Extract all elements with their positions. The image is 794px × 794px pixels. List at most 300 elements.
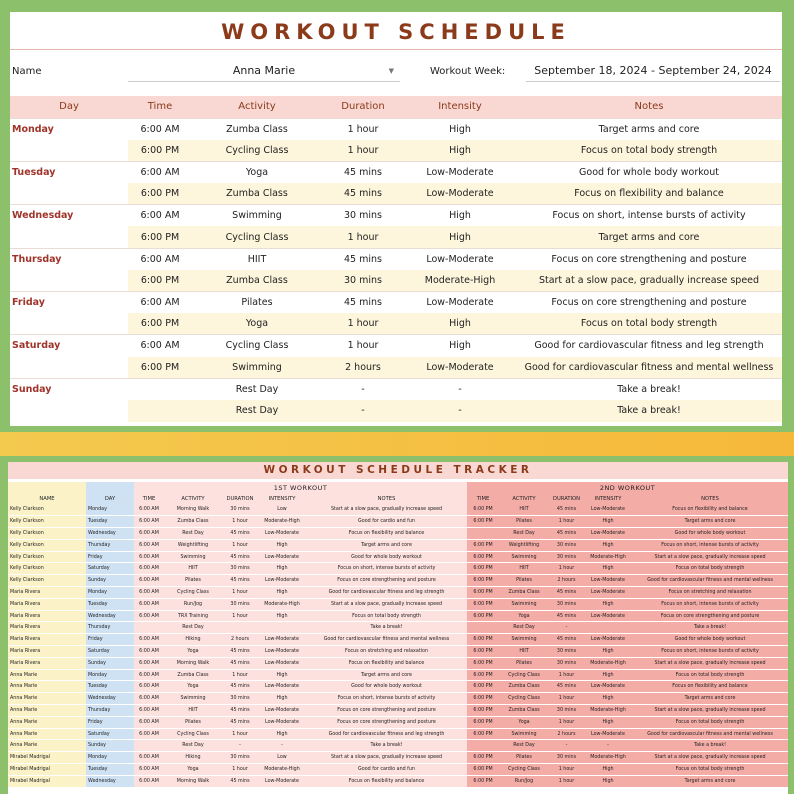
- tracker-cell-w1-time[interactable]: 6:00 AM: [134, 646, 164, 658]
- tracker-cell-w1-intensity[interactable]: High: [258, 728, 306, 740]
- schedule-cell-notes[interactable]: Focus on total body strength: [516, 140, 782, 162]
- tracker-cell-w1-activity[interactable]: TRX Training: [164, 610, 222, 622]
- tracker-cell-w2-activity[interactable]: Zumba Class: [499, 587, 549, 599]
- tracker-cell-w1-intensity[interactable]: High: [258, 693, 306, 705]
- tracker-cell-w2-notes[interactable]: Focus on short, intense bursts of activity: [632, 539, 788, 551]
- tracker-cell-w2-notes[interactable]: Focus on short, intense bursts of activity: [632, 646, 788, 658]
- tracker-cell-w2-activity[interactable]: HIIT: [499, 563, 549, 575]
- schedule-cell-activity[interactable]: Yoga: [192, 161, 322, 183]
- schedule-cell-activity[interactable]: Cycling Class: [192, 140, 322, 162]
- tracker-cell-w1-activity[interactable]: Pilates: [164, 716, 222, 728]
- tracker-cell-w2-time[interactable]: 6:00 PM: [467, 657, 499, 669]
- tracker-cell-w1-intensity[interactable]: Moderate-High: [258, 598, 306, 610]
- tracker-cell-w1-notes[interactable]: Good for cardiovascular fitness and mental wellness: [306, 634, 467, 646]
- schedule-cell-duration[interactable]: 1 hour: [322, 335, 404, 357]
- schedule-cell-time[interactable]: 6:00 PM: [128, 270, 192, 292]
- tracker-cell-name[interactable]: Kelly Clarkson: [8, 575, 86, 587]
- tracker-cell-w2-time[interactable]: 6:00 PM: [467, 752, 499, 764]
- tracker-cell-w1-duration[interactable]: 2 hours: [222, 634, 258, 646]
- name-select[interactable]: [128, 60, 400, 82]
- tracker-cell-w1-activity[interactable]: Yoga: [164, 646, 222, 658]
- tracker-cell-w2-activity[interactable]: Cycling Class: [499, 764, 549, 776]
- tracker-cell-name[interactable]: Mirabel Madrigal: [8, 764, 86, 776]
- tracker-cell-w1-intensity[interactable]: Low-Moderate: [258, 681, 306, 693]
- tracker-cell-w1-duration[interactable]: 1 hour: [222, 728, 258, 740]
- schedule-cell-duration[interactable]: 2 hours: [322, 357, 404, 379]
- tracker-cell-w1-notes[interactable]: Focus on stretching and relaxation: [306, 646, 467, 658]
- tracker-cell-w2-notes[interactable]: Good for whole body workout: [632, 528, 788, 540]
- tracker-cell-w1-duration[interactable]: 45 mins: [222, 575, 258, 587]
- tracker-cell-w2-duration[interactable]: 2 hours: [549, 728, 584, 740]
- tracker-cell-w1-notes[interactable]: Target arms and core: [306, 539, 467, 551]
- tracker-cell-w1-notes[interactable]: Focus on flexibility and balance: [306, 657, 467, 669]
- tracker-cell-w1-notes[interactable]: Focus on core strengthening and posture: [306, 705, 467, 717]
- tracker-cell-day[interactable]: Saturday: [86, 728, 134, 740]
- schedule-cell-intensity[interactable]: High: [404, 205, 516, 227]
- schedule-cell-activity[interactable]: Rest Day: [192, 378, 322, 400]
- tracker-cell-w1-intensity[interactable]: Low-Moderate: [258, 528, 306, 540]
- tracker-cell-day[interactable]: Monday: [86, 504, 134, 516]
- tracker-cell-w1-duration[interactable]: 30 mins: [222, 752, 258, 764]
- tracker-cell-w2-duration[interactable]: 45 mins: [549, 528, 584, 540]
- tracker-cell-w1-duration[interactable]: 45 mins: [222, 775, 258, 787]
- tracker-cell-w2-activity[interactable]: HIIT: [499, 646, 549, 658]
- schedule-cell-duration[interactable]: -: [322, 400, 404, 422]
- tracker-cell-w1-notes[interactable]: Focus on core strengthening and posture: [306, 716, 467, 728]
- tracker-cell-day[interactable]: Thursday: [86, 705, 134, 717]
- tracker-cell-w1-notes[interactable]: Start at a slow pace, gradually increase speed: [306, 598, 467, 610]
- tracker-cell-day[interactable]: Friday: [86, 634, 134, 646]
- tracker-cell-w2-time[interactable]: 6:00 PM: [467, 764, 499, 776]
- tracker-cell-w2-notes[interactable]: Good for cardiovascular fitness and mental wellness: [632, 728, 788, 740]
- tracker-cell-w2-time[interactable]: [467, 622, 499, 634]
- tracker-cell-w2-activity[interactable]: Swimming: [499, 728, 549, 740]
- tracker-cell-w2-intensity[interactable]: Low-Moderate: [584, 634, 632, 646]
- tracker-cell-w1-duration[interactable]: 1 hour: [222, 669, 258, 681]
- tracker-cell-name[interactable]: Kelly Clarkson: [8, 563, 86, 575]
- schedule-cell-duration[interactable]: 1 hour: [322, 118, 404, 140]
- schedule-cell-time[interactable]: 6:00 AM: [128, 335, 192, 357]
- tracker-cell-w1-notes[interactable]: Good for whole body workout: [306, 551, 467, 563]
- tracker-cell-w1-intensity[interactable]: High: [258, 539, 306, 551]
- tracker-cell-w2-activity[interactable]: Swimming: [499, 551, 549, 563]
- schedule-cell-time[interactable]: 6:00 AM: [128, 292, 192, 314]
- tracker-cell-day[interactable]: Wednesday: [86, 693, 134, 705]
- tracker-cell-w2-intensity[interactable]: Moderate-High: [584, 705, 632, 717]
- tracker-cell-w2-duration[interactable]: -: [549, 622, 584, 634]
- tracker-cell-name[interactable]: Kelly Clarkson: [8, 516, 86, 528]
- tracker-cell-w1-activity[interactable]: Yoga: [164, 764, 222, 776]
- tracker-cell-w2-intensity[interactable]: Low-Moderate: [584, 610, 632, 622]
- tracker-cell-w1-intensity[interactable]: Low-Moderate: [258, 775, 306, 787]
- tracker-cell-w2-activity[interactable]: Yoga: [499, 716, 549, 728]
- tracker-cell-w1-time[interactable]: 6:00 AM: [134, 610, 164, 622]
- tracker-cell-w1-time[interactable]: 6:00 AM: [134, 764, 164, 776]
- tracker-cell-w2-duration[interactable]: 30 mins: [549, 598, 584, 610]
- tracker-cell-day[interactable]: Friday: [86, 551, 134, 563]
- tracker-cell-day[interactable]: Monday: [86, 752, 134, 764]
- tracker-cell-w1-notes[interactable]: Focus on flexibility and balance: [306, 775, 467, 787]
- tracker-cell-w1-intensity[interactable]: Moderate-High: [258, 516, 306, 528]
- tracker-cell-w1-time[interactable]: 6:00 AM: [134, 705, 164, 717]
- tracker-cell-w2-intensity[interactable]: -: [584, 740, 632, 752]
- schedule-cell-duration[interactable]: 30 mins: [322, 205, 404, 227]
- tracker-cell-w2-notes[interactable]: Start at a slow pace, gradually increase speed: [632, 705, 788, 717]
- tracker-cell-name[interactable]: Maria Rivera: [8, 646, 86, 658]
- tracker-cell-w1-intensity[interactable]: High: [258, 610, 306, 622]
- tracker-cell-w1-activity[interactable]: Weightlifting: [164, 539, 222, 551]
- tracker-cell-w2-intensity[interactable]: High: [584, 669, 632, 681]
- tracker-cell-name[interactable]: Maria Rivera: [8, 622, 86, 634]
- tracker-cell-w1-notes[interactable]: Good for cardio and fun: [306, 516, 467, 528]
- tracker-cell-w2-activity[interactable]: Pilates: [499, 752, 549, 764]
- tracker-cell-name[interactable]: Anna Marie: [8, 728, 86, 740]
- tracker-cell-w2-intensity[interactable]: Low-Moderate: [584, 504, 632, 516]
- tracker-cell-w2-intensity[interactable]: Moderate-High: [584, 657, 632, 669]
- schedule-cell-notes[interactable]: Good for whole body workout: [516, 161, 782, 183]
- tracker-cell-w1-time[interactable]: 6:00 AM: [134, 504, 164, 516]
- tracker-cell-w2-time[interactable]: 6:00 PM: [467, 575, 499, 587]
- schedule-cell-notes[interactable]: Focus on total body strength: [516, 313, 782, 335]
- tracker-cell-w1-notes[interactable]: Good for cardio and fun: [306, 764, 467, 776]
- tracker-cell-w1-time[interactable]: 6:00 AM: [134, 516, 164, 528]
- tracker-cell-day[interactable]: Wednesday: [86, 610, 134, 622]
- tracker-cell-w1-activity[interactable]: Rest Day: [164, 528, 222, 540]
- tracker-cell-day[interactable]: Tuesday: [86, 681, 134, 693]
- tracker-cell-w1-intensity[interactable]: Low: [258, 504, 306, 516]
- tracker-cell-w2-time[interactable]: 6:00 PM: [467, 539, 499, 551]
- tracker-cell-w1-duration[interactable]: [222, 622, 258, 634]
- tracker-cell-w2-notes[interactable]: Focus on short, intense bursts of activity: [632, 598, 788, 610]
- tracker-cell-w2-duration[interactable]: 30 mins: [549, 551, 584, 563]
- schedule-cell-notes[interactable]: Target arms and core: [516, 118, 782, 140]
- tracker-cell-w2-time[interactable]: 6:00 PM: [467, 563, 499, 575]
- tracker-cell-w1-intensity[interactable]: Low-Moderate: [258, 657, 306, 669]
- tracker-cell-w2-time[interactable]: 6:00 PM: [467, 610, 499, 622]
- tracker-cell-w2-duration[interactable]: 30 mins: [549, 539, 584, 551]
- tracker-cell-w2-time[interactable]: 6:00 PM: [467, 775, 499, 787]
- schedule-cell-intensity[interactable]: High: [404, 118, 516, 140]
- tracker-cell-name[interactable]: Kelly Clarkson: [8, 539, 86, 551]
- tracker-cell-w1-notes[interactable]: Focus on core strengthening and posture: [306, 575, 467, 587]
- tracker-cell-w1-time[interactable]: 6:00 AM: [134, 528, 164, 540]
- tracker-cell-w2-activity[interactable]: Rest Day: [499, 740, 549, 752]
- tracker-cell-w2-duration[interactable]: 1 hour: [549, 716, 584, 728]
- schedule-cell-time[interactable]: 6:00 AM: [128, 205, 192, 227]
- tracker-cell-w2-duration[interactable]: 30 mins: [549, 705, 584, 717]
- tracker-cell-w1-time[interactable]: 6:00 AM: [134, 598, 164, 610]
- tracker-cell-w1-duration[interactable]: 30 mins: [222, 504, 258, 516]
- tracker-cell-w1-time[interactable]: [134, 622, 164, 634]
- schedule-cell-duration[interactable]: -: [322, 378, 404, 400]
- tracker-cell-w2-activity[interactable]: Swimming: [499, 634, 549, 646]
- tracker-cell-w2-intensity[interactable]: High: [584, 539, 632, 551]
- tracker-cell-w1-duration[interactable]: 1 hour: [222, 516, 258, 528]
- tracker-cell-w1-duration[interactable]: 30 mins: [222, 563, 258, 575]
- schedule-cell-intensity[interactable]: Moderate-High: [404, 270, 516, 292]
- tracker-cell-w1-duration[interactable]: 1 hour: [222, 610, 258, 622]
- tracker-cell-w1-notes[interactable]: Focus on total body strength: [306, 610, 467, 622]
- schedule-cell-time[interactable]: 6:00 PM: [128, 140, 192, 162]
- tracker-cell-w1-duration[interactable]: 45 mins: [222, 681, 258, 693]
- tracker-cell-w1-notes[interactable]: Good for whole body workout: [306, 681, 467, 693]
- tracker-cell-w2-activity[interactable]: Swimming: [499, 598, 549, 610]
- tracker-cell-day[interactable]: Sunday: [86, 575, 134, 587]
- tracker-cell-w2-activity[interactable]: Yoga: [499, 610, 549, 622]
- tracker-cell-w2-duration[interactable]: 1 hour: [549, 775, 584, 787]
- tracker-cell-w1-time[interactable]: [134, 740, 164, 752]
- schedule-cell-time[interactable]: 6:00 PM: [128, 313, 192, 335]
- schedule-cell-intensity[interactable]: Low-Moderate: [404, 357, 516, 379]
- tracker-cell-w2-duration[interactable]: 30 mins: [549, 646, 584, 658]
- tracker-cell-w1-intensity[interactable]: Low-Moderate: [258, 716, 306, 728]
- tracker-cell-w1-duration[interactable]: 45 mins: [222, 646, 258, 658]
- tracker-cell-w2-notes[interactable]: Take a break!: [632, 622, 788, 634]
- tracker-cell-w2-activity[interactable]: Cycling Class: [499, 669, 549, 681]
- tracker-cell-day[interactable]: Wednesday: [86, 528, 134, 540]
- tracker-cell-w1-intensity[interactable]: -: [258, 740, 306, 752]
- tracker-cell-w1-activity[interactable]: Zumba Class: [164, 669, 222, 681]
- tracker-cell-w1-intensity[interactable]: Low-Moderate: [258, 575, 306, 587]
- tracker-cell-w1-notes[interactable]: Focus on flexibility and balance: [306, 528, 467, 540]
- tracker-cell-name[interactable]: Maria Rivera: [8, 610, 86, 622]
- tracker-cell-w2-time[interactable]: 6:00 PM: [467, 634, 499, 646]
- tracker-cell-w1-duration[interactable]: 1 hour: [222, 587, 258, 599]
- schedule-cell-time[interactable]: 6:00 PM: [128, 226, 192, 248]
- tracker-cell-w1-duration[interactable]: 30 mins: [222, 598, 258, 610]
- tracker-cell-w2-intensity[interactable]: High: [584, 563, 632, 575]
- tracker-cell-w2-notes[interactable]: Start at a slow pace, gradually increase speed: [632, 657, 788, 669]
- tracker-cell-w2-intensity[interactable]: Moderate-High: [584, 752, 632, 764]
- tracker-cell-w1-notes[interactable]: Good for cardiovascular fitness and leg strength: [306, 728, 467, 740]
- tracker-cell-w1-activity[interactable]: Swimming: [164, 693, 222, 705]
- tracker-cell-day[interactable]: Tuesday: [86, 764, 134, 776]
- tracker-cell-w1-activity[interactable]: Hiking: [164, 752, 222, 764]
- tracker-cell-w2-activity[interactable]: HIIT: [499, 504, 549, 516]
- tracker-cell-w2-duration[interactable]: 45 mins: [549, 504, 584, 516]
- tracker-cell-w2-notes[interactable]: Focus on total body strength: [632, 764, 788, 776]
- schedule-cell-intensity[interactable]: -: [404, 400, 516, 422]
- tracker-cell-day[interactable]: Monday: [86, 669, 134, 681]
- tracker-cell-name[interactable]: Kelly Clarkson: [8, 504, 86, 516]
- tracker-cell-w2-intensity[interactable]: Low-Moderate: [584, 575, 632, 587]
- tracker-cell-w1-time[interactable]: 6:00 AM: [134, 752, 164, 764]
- tracker-cell-w2-notes[interactable]: Start at a slow pace, gradually increase speed: [632, 752, 788, 764]
- tracker-cell-w2-intensity[interactable]: High: [584, 598, 632, 610]
- tracker-cell-w1-activity[interactable]: HIIT: [164, 563, 222, 575]
- tracker-cell-w2-intensity[interactable]: High: [584, 775, 632, 787]
- schedule-cell-notes[interactable]: Focus on short, intense bursts of activity: [516, 205, 782, 227]
- tracker-cell-w1-time[interactable]: 6:00 AM: [134, 634, 164, 646]
- tracker-cell-name[interactable]: Maria Rivera: [8, 657, 86, 669]
- tracker-cell-w2-notes[interactable]: Focus on total body strength: [632, 563, 788, 575]
- tracker-cell-day[interactable]: Monday: [86, 587, 134, 599]
- tracker-cell-w2-time[interactable]: 6:00 PM: [467, 681, 499, 693]
- tracker-cell-w2-intensity[interactable]: High: [584, 646, 632, 658]
- tracker-cell-w2-notes[interactable]: Target arms and core: [632, 775, 788, 787]
- tracker-cell-w1-time[interactable]: 6:00 AM: [134, 669, 164, 681]
- tracker-cell-day[interactable]: Sunday: [86, 657, 134, 669]
- tracker-cell-w2-intensity[interactable]: [584, 622, 632, 634]
- tracker-cell-w1-duration[interactable]: -: [222, 740, 258, 752]
- schedule-cell-time[interactable]: 6:00 PM: [128, 183, 192, 205]
- tracker-cell-w2-time[interactable]: 6:00 PM: [467, 693, 499, 705]
- tracker-cell-w1-intensity[interactable]: [258, 622, 306, 634]
- tracker-cell-day[interactable]: Saturday: [86, 646, 134, 658]
- tracker-cell-w2-intensity[interactable]: High: [584, 693, 632, 705]
- tracker-cell-w1-intensity[interactable]: Low-Moderate: [258, 705, 306, 717]
- schedule-cell-time[interactable]: [128, 378, 192, 400]
- tracker-cell-w1-activity[interactable]: Hiking: [164, 634, 222, 646]
- tracker-cell-w1-duration[interactable]: 45 mins: [222, 716, 258, 728]
- tracker-cell-w1-time[interactable]: 6:00 AM: [134, 716, 164, 728]
- schedule-cell-intensity[interactable]: Low-Moderate: [404, 248, 516, 270]
- tracker-cell-w2-notes[interactable]: Start at a slow pace, gradually increase speed: [632, 551, 788, 563]
- schedule-cell-activity[interactable]: Zumba Class: [192, 270, 322, 292]
- tracker-cell-w1-intensity[interactable]: Low-Moderate: [258, 646, 306, 658]
- tracker-cell-w2-notes[interactable]: Target arms and core: [632, 516, 788, 528]
- tracker-cell-w2-notes[interactable]: Take a break!: [632, 740, 788, 752]
- tracker-cell-w1-notes[interactable]: Good for cardiovascular fitness and leg strength: [306, 587, 467, 599]
- schedule-cell-duration[interactable]: 1 hour: [322, 140, 404, 162]
- tracker-cell-w2-activity[interactable]: Pilates: [499, 516, 549, 528]
- tracker-cell-w2-activity[interactable]: Pilates: [499, 575, 549, 587]
- tracker-cell-w2-duration[interactable]: 45 mins: [549, 587, 584, 599]
- tracker-cell-w2-notes[interactable]: Focus on total body strength: [632, 716, 788, 728]
- schedule-cell-intensity[interactable]: High: [404, 140, 516, 162]
- schedule-cell-duration[interactable]: 45 mins: [322, 248, 404, 270]
- tracker-cell-w2-time[interactable]: 6:00 PM: [467, 728, 499, 740]
- tracker-cell-w2-time[interactable]: 6:00 PM: [467, 669, 499, 681]
- tracker-cell-w2-intensity[interactable]: Low-Moderate: [584, 587, 632, 599]
- tracker-cell-w2-time[interactable]: 6:00 PM: [467, 504, 499, 516]
- tracker-cell-w1-activity[interactable]: Cycling Class: [164, 728, 222, 740]
- tracker-cell-w1-duration[interactable]: 45 mins: [222, 657, 258, 669]
- tracker-cell-w2-duration[interactable]: 45 mins: [549, 610, 584, 622]
- tracker-cell-w2-duration[interactable]: 45 mins: [549, 634, 584, 646]
- tracker-cell-w1-activity[interactable]: Run/Jog: [164, 598, 222, 610]
- tracker-cell-name[interactable]: Anna Marie: [8, 740, 86, 752]
- schedule-cell-intensity[interactable]: Low-Moderate: [404, 183, 516, 205]
- tracker-cell-w2-time[interactable]: 6:00 PM: [467, 716, 499, 728]
- schedule-cell-activity[interactable]: Yoga: [192, 313, 322, 335]
- tracker-cell-w2-time[interactable]: 6:00 PM: [467, 705, 499, 717]
- schedule-cell-time[interactable]: 6:00 AM: [128, 118, 192, 140]
- tracker-cell-w2-duration[interactable]: 45 mins: [549, 681, 584, 693]
- tracker-cell-w1-duration[interactable]: 45 mins: [222, 551, 258, 563]
- week-field[interactable]: September 18, 2024 - September 24, 2024: [526, 60, 780, 82]
- schedule-cell-notes[interactable]: Focus on core strengthening and posture: [516, 248, 782, 270]
- tracker-cell-w2-intensity[interactable]: High: [584, 764, 632, 776]
- schedule-cell-duration[interactable]: 1 hour: [322, 226, 404, 248]
- tracker-cell-w2-duration[interactable]: 1 hour: [549, 563, 584, 575]
- tracker-cell-w2-notes[interactable]: Focus on total body strength: [632, 669, 788, 681]
- tracker-cell-w1-time[interactable]: 6:00 AM: [134, 539, 164, 551]
- chevron-down-icon[interactable]: ▼: [388, 67, 394, 75]
- tracker-cell-w1-intensity[interactable]: Moderate-High: [258, 764, 306, 776]
- tracker-cell-w2-time[interactable]: 6:00 PM: [467, 551, 499, 563]
- tracker-cell-w2-notes[interactable]: Focus on flexibility and balance: [632, 681, 788, 693]
- tracker-cell-w2-intensity[interactable]: High: [584, 716, 632, 728]
- tracker-cell-w2-notes[interactable]: Focus on flexibility and balance: [632, 504, 788, 516]
- tracker-cell-w1-intensity[interactable]: High: [258, 563, 306, 575]
- schedule-cell-time[interactable]: [128, 400, 192, 422]
- tracker-cell-w1-duration[interactable]: 45 mins: [222, 528, 258, 540]
- tracker-cell-w2-notes[interactable]: Target arms and core: [632, 693, 788, 705]
- tracker-cell-w2-intensity[interactable]: High: [584, 516, 632, 528]
- tracker-cell-w2-notes[interactable]: Good for cardiovascular fitness and mental wellness: [632, 575, 788, 587]
- tracker-cell-name[interactable]: Mirabel Madrigal: [8, 752, 86, 764]
- tracker-cell-w1-time[interactable]: 6:00 AM: [134, 681, 164, 693]
- tracker-cell-w1-intensity[interactable]: Low-Moderate: [258, 634, 306, 646]
- tracker-cell-w1-intensity[interactable]: High: [258, 669, 306, 681]
- schedule-cell-time[interactable]: 6:00 PM: [128, 357, 192, 379]
- tracker-cell-w2-activity[interactable]: Cycling Class: [499, 693, 549, 705]
- schedule-cell-activity[interactable]: Zumba Class: [192, 183, 322, 205]
- tracker-cell-w2-duration[interactable]: 2 hours: [549, 575, 584, 587]
- tracker-cell-w1-activity[interactable]: Cycling Class: [164, 587, 222, 599]
- schedule-cell-time[interactable]: 6:00 AM: [128, 248, 192, 270]
- tracker-cell-day[interactable]: Sunday: [86, 740, 134, 752]
- tracker-cell-name[interactable]: Anna Marie: [8, 669, 86, 681]
- tracker-cell-w1-activity[interactable]: Morning Walk: [164, 775, 222, 787]
- schedule-cell-notes[interactable]: Target arms and core: [516, 226, 782, 248]
- tracker-cell-name[interactable]: Kelly Clarkson: [8, 551, 86, 563]
- tracker-cell-w2-activity[interactable]: Rest Day: [499, 622, 549, 634]
- tracker-cell-name[interactable]: Anna Marie: [8, 705, 86, 717]
- tracker-cell-w1-activity[interactable]: Yoga: [164, 681, 222, 693]
- tracker-cell-w1-activity[interactable]: Swimming: [164, 551, 222, 563]
- tracker-cell-w2-notes[interactable]: Focus on core strengthening and posture: [632, 610, 788, 622]
- tracker-cell-name[interactable]: Anna Marie: [8, 681, 86, 693]
- schedule-cell-intensity[interactable]: High: [404, 313, 516, 335]
- tracker-cell-w1-duration[interactable]: 1 hour: [222, 764, 258, 776]
- schedule-cell-notes[interactable]: Focus on flexibility and balance: [516, 183, 782, 205]
- tracker-cell-w2-intensity[interactable]: Low-Moderate: [584, 728, 632, 740]
- schedule-cell-activity[interactable]: Rest Day: [192, 400, 322, 422]
- schedule-cell-activity[interactable]: Cycling Class: [192, 335, 322, 357]
- tracker-cell-w1-activity[interactable]: Zumba Class: [164, 516, 222, 528]
- tracker-cell-w1-intensity[interactable]: High: [258, 587, 306, 599]
- schedule-cell-notes[interactable]: Focus on core strengthening and posture: [516, 292, 782, 314]
- tracker-cell-w2-duration[interactable]: 1 hour: [549, 764, 584, 776]
- schedule-cell-activity[interactable]: HIIT: [192, 248, 322, 270]
- tracker-cell-name[interactable]: Anna Marie: [8, 693, 86, 705]
- tracker-cell-name[interactable]: Mirabel Madrigal: [8, 775, 86, 787]
- tracker-cell-day[interactable]: Thursday: [86, 622, 134, 634]
- schedule-cell-intensity[interactable]: Low-Moderate: [404, 161, 516, 183]
- tracker-cell-w1-activity[interactable]: Rest Day: [164, 622, 222, 634]
- tracker-cell-w1-notes[interactable]: Focus on short, intense bursts of activity: [306, 563, 467, 575]
- schedule-cell-intensity[interactable]: -: [404, 378, 516, 400]
- tracker-cell-w1-time[interactable]: 6:00 AM: [134, 563, 164, 575]
- tracker-cell-w2-duration[interactable]: 1 hour: [549, 669, 584, 681]
- tracker-cell-w2-time[interactable]: 6:00 PM: [467, 646, 499, 658]
- tracker-cell-w1-notes[interactable]: Start at a slow pace, gradually increase speed: [306, 752, 467, 764]
- schedule-cell-notes[interactable]: Good for cardiovascular fitness and leg strength: [516, 335, 782, 357]
- tracker-cell-w1-intensity[interactable]: Low: [258, 752, 306, 764]
- tracker-cell-w2-duration[interactable]: 30 mins: [549, 752, 584, 764]
- schedule-cell-notes[interactable]: Take a break!: [516, 400, 782, 422]
- tracker-cell-w1-activity[interactable]: Morning Walk: [164, 657, 222, 669]
- tracker-cell-w2-duration[interactable]: 30 mins: [549, 657, 584, 669]
- schedule-cell-activity[interactable]: Swimming: [192, 205, 322, 227]
- schedule-cell-activity[interactable]: Swimming: [192, 357, 322, 379]
- tracker-cell-w1-time[interactable]: 6:00 AM: [134, 657, 164, 669]
- schedule-cell-intensity[interactable]: High: [404, 335, 516, 357]
- tracker-cell-w2-activity[interactable]: Zumba Class: [499, 681, 549, 693]
- schedule-cell-activity[interactable]: Cycling Class: [192, 226, 322, 248]
